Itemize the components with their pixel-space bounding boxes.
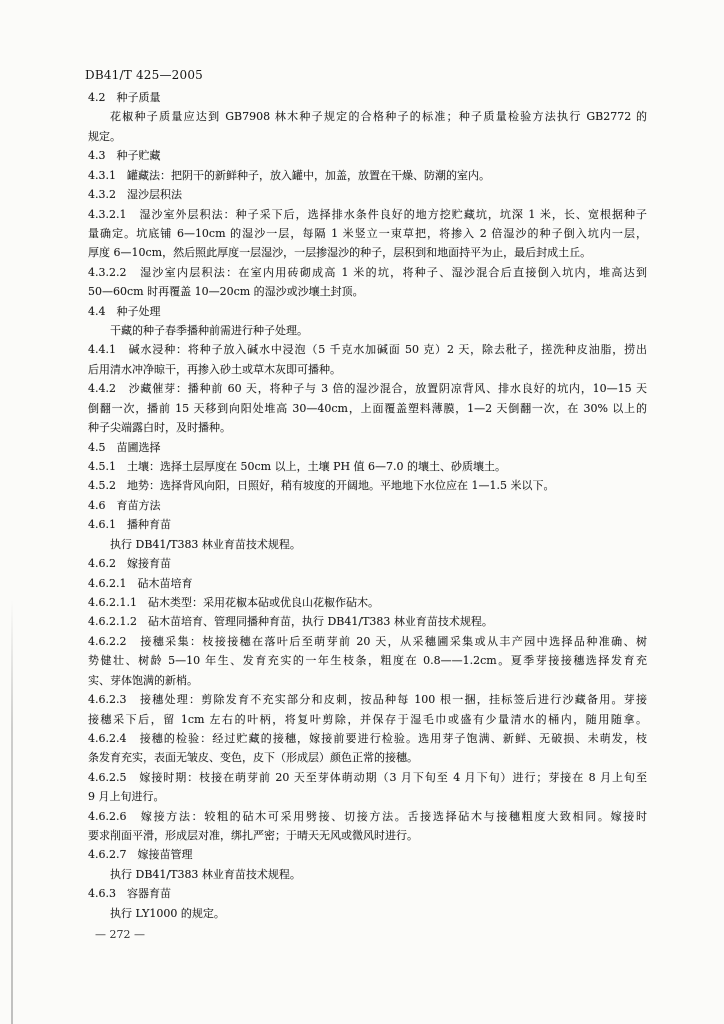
document-code-header: DB41/T 425—2005	[85, 68, 204, 82]
document-body	[85, 88, 647, 923]
clause-4-4-2-cont: 倒翻一次，播前 15 天移到向阳处堆高 30—40cm，上面覆盖塑料薄膜，1—2 天倒翻一次，在 30% 以上的	[88, 401, 647, 415]
clause-4-3-2-1: 4.3.2.1 湿沙室外层积法：种子采下后，选择排水条件良好的地方挖贮藏坑，坑深 1 米，长、宽根据种子	[88, 207, 647, 221]
paragraph-line-4-2-end: 规定。	[88, 129, 121, 143]
clause-4-3-1: 4.3.1 罐藏法：把阴干的新鲜种子，放入罐中，加盖，放置在干燥、防潮的室内。	[88, 168, 490, 182]
clause-4-6-2-5-end: 9 月上旬进行。	[88, 790, 165, 804]
heading-4-6: 4.6 育苗方法	[88, 498, 161, 512]
clause-4-3-2-2: 4.3.2.2 湿沙室内层积法：在室内用砖砌成高 1 米的坑，将种子、湿沙混合后直接倒入坑内，堆高达到	[88, 265, 647, 279]
heading-4-6-2-1: 4.6.2.1 砧木苗培育	[88, 576, 193, 590]
clause-4-6-2-4-end: 条发育充实，表面无皱皮、变色，皮下（形成层）颜色正常的接穗。	[88, 751, 418, 765]
clause-4-6-2-5: 4.6.2.5 嫁接时期：枝接在萌芽前 20 天至芽体萌动期（3 月下旬至 4 月下旬）进行；芽接在 8 月上旬至	[88, 770, 647, 784]
clause-4-4-1-end: 后用清水冲净晾干，再掺入砂土或草木灰即可播种。	[88, 362, 341, 376]
clause-4-5-1: 4.5.1 土壤：选择土层厚度在 50cm 以上，土壤 PH 值 6—7.0 的壤土、砂质壤土。	[88, 460, 507, 474]
clause-4-3-2-1-cont: 量确定。坑底铺 6—10cm 的湿沙一层，每隔 1 米竖立一束草把，将掺入 2 倍湿沙的种子倒入坑内一层，	[88, 226, 647, 240]
heading-4-2: 4.2 种子质量	[88, 91, 161, 104]
heading-4-6-1: 4.6.1 播种育苗	[88, 518, 171, 532]
page-number: — 272 —	[95, 928, 145, 941]
heading-4-4: 4.4 种子处理	[88, 304, 161, 318]
clause-4-6-2-2-cont: 势健壮、树龄 5—10 年生、发育充实的一年生枝条，粗度在 0.8——1.2cm。夏季芽接接穗选择发育充	[88, 654, 647, 668]
clause-4-4-2: 4.4.2 沙藏催芽：播种前 60 天，将种子与 3 倍的湿沙混合，放置阴凉背风、排水良好的坑内，10—15 天	[88, 382, 647, 396]
clause-4-6-2-3: 4.6.2.3 接穗处理：剪除发育不充实部分和皮刺，按品种每 100 根一捆，挂标签后进行沙藏备用。芽接	[88, 693, 647, 707]
clause-4-5-2: 4.5.2 地势：选择背风向阳，日照好，稍有坡度的开阔地。平地地下水位应在 1—1.5 米以下。	[88, 479, 555, 493]
clause-4-4-2-end: 种子尖端露白时，及时播种。	[88, 421, 231, 435]
clause-4-6-2-2-end: 实、芽体饱满的新梢。	[88, 673, 198, 687]
clause-4-6-2-4: 4.6.2.4 接穗的检验：经过贮藏的接穗，嫁接前要进行检验。选用芽子饱满、新鲜、无破损、未萌发，枝	[88, 731, 647, 745]
clause-4-6-2-1-2: 4.6.2.1.2 砧木苗培育、管理同播种育苗，执行 DB41/T383 林业育苗技术规程。	[88, 615, 493, 629]
clause-4-6-2-6-end: 要求削面平滑，形成层对准，绑扎严密；于晴天无风或微风时进行。	[88, 829, 418, 843]
heading-4-6-2-7: 4.6.2.7 嫁接苗管理	[88, 848, 193, 862]
paragraph-line-4-2: 花椒种子质量应达到 GB7908 林木种子规定的合格种子的标准；种子质量检验方法执行 GB2772 的	[110, 110, 647, 124]
heading-4-3-2: 4.3.2 湿沙层积法	[88, 188, 182, 202]
clause-4-6-2-2: 4.6.2.2 接穗采集：枝接接穗在落叶后至萌芽前 20 天，从采穗圃采集或从丰产园中选择品种准确、树	[88, 634, 647, 648]
paragraph-line-4-6-1: 执行 DB41/T383 林业育苗技术规程。	[110, 537, 301, 551]
paragraph-line-4-6-3: 执行 LY1000 的规定。	[110, 906, 225, 920]
heading-4-6-3: 4.6.3 容器育苗	[88, 887, 171, 901]
heading-4-6-2: 4.6.2 嫁接育苗	[88, 557, 171, 571]
clause-4-6-2-3-cont: 接穗采下后，留 1cm 左右的叶柄，将复叶剪除，并保存于湿毛巾或盛有少量清水的桶内，随用随拿。	[88, 712, 647, 726]
clause-4-4-1: 4.4.1 碱水浸种：将种子放入碱水中浸泡（5 千克水加碱面 50 克）2 天，除去秕子，搓洗种皮油脂，捞出	[88, 343, 647, 357]
paragraph-line-4-4: 干藏的种子春季播种前需进行种子处理。	[110, 324, 308, 338]
paragraph-line-4-6-2-7: 执行 DB41/T383 林业育苗技术规程。	[110, 867, 301, 881]
heading-4-5: 4.5 苗圃选择	[88, 440, 161, 454]
heading-4-3: 4.3 种子贮藏	[88, 149, 161, 163]
clause-4-3-2-1-end: 厚度 6—10cm，然后照此厚度一层湿沙，一层掺湿沙的种子，层积到和地面持平为止，最后封成土丘。	[88, 246, 592, 260]
scan-edge-shadow	[11, 600, 13, 1024]
clause-4-6-2-6: 4.6.2.6 嫁接方法：较粗的砧木可采用劈接、切接方法。舌接选择砧木与接穗粗度大致相同。嫁接时	[88, 809, 647, 823]
clause-4-6-2-1-1: 4.6.2.1.1 砧木类型：采用花椒本砧或优良山花椒作砧木。	[88, 595, 379, 609]
clause-4-3-2-2-end: 50—60cm 时再覆盖 10—20cm 的湿沙或沙壤土封顶。	[88, 285, 364, 299]
